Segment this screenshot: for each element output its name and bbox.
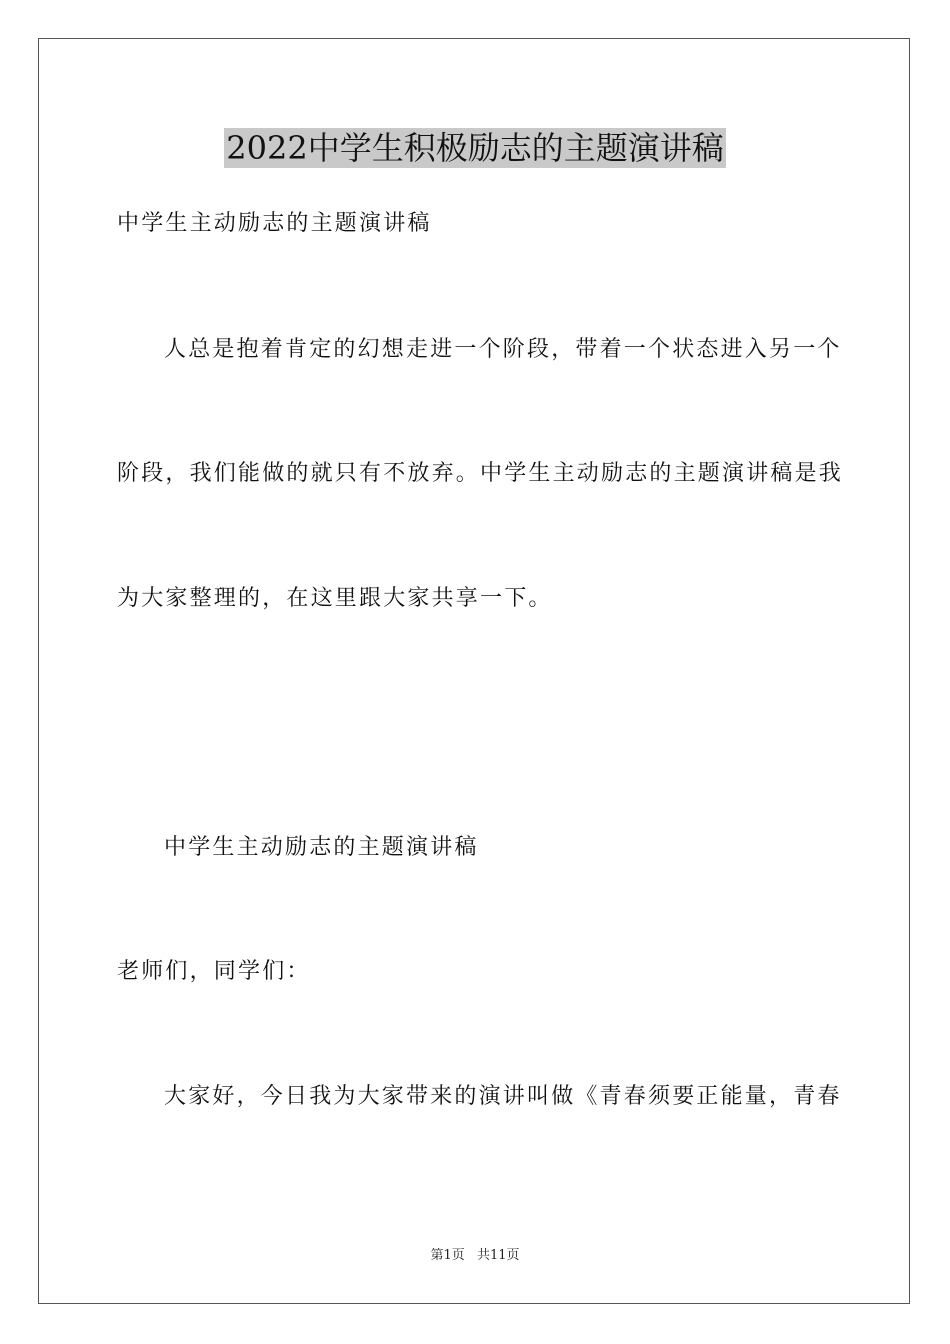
title-container	[0, 128, 950, 168]
subtitle-line: 中学生主动励志的主题演讲稿	[117, 211, 432, 236]
section-heading: 中学生主动励志的主题演讲稿	[164, 835, 479, 860]
page-total: 共11页	[476, 1248, 520, 1263]
document-title: 2022中学生积极励志的主题演讲稿	[226, 129, 724, 167]
salutation-line: 老师们，同学们：	[117, 959, 311, 984]
paragraph-line-2: 阶段，我们能做的就只有不放弃。中学生主动励志的主题演讲稿是我	[117, 461, 844, 486]
paragraph-line-3: 为大家整理的，在这里跟大家共享一下。	[117, 586, 553, 611]
paragraph-line-4: 大家好，今日我为大家带来的演讲叫做《青春须要正能量，青春	[164, 1084, 842, 1109]
paragraph-line-1: 人总是抱着肯定的幻想走进一个阶段，带着一个状态进入另一个	[164, 337, 842, 362]
page-number: 第1页	[430, 1248, 465, 1263]
page-footer	[0, 1247, 950, 1265]
